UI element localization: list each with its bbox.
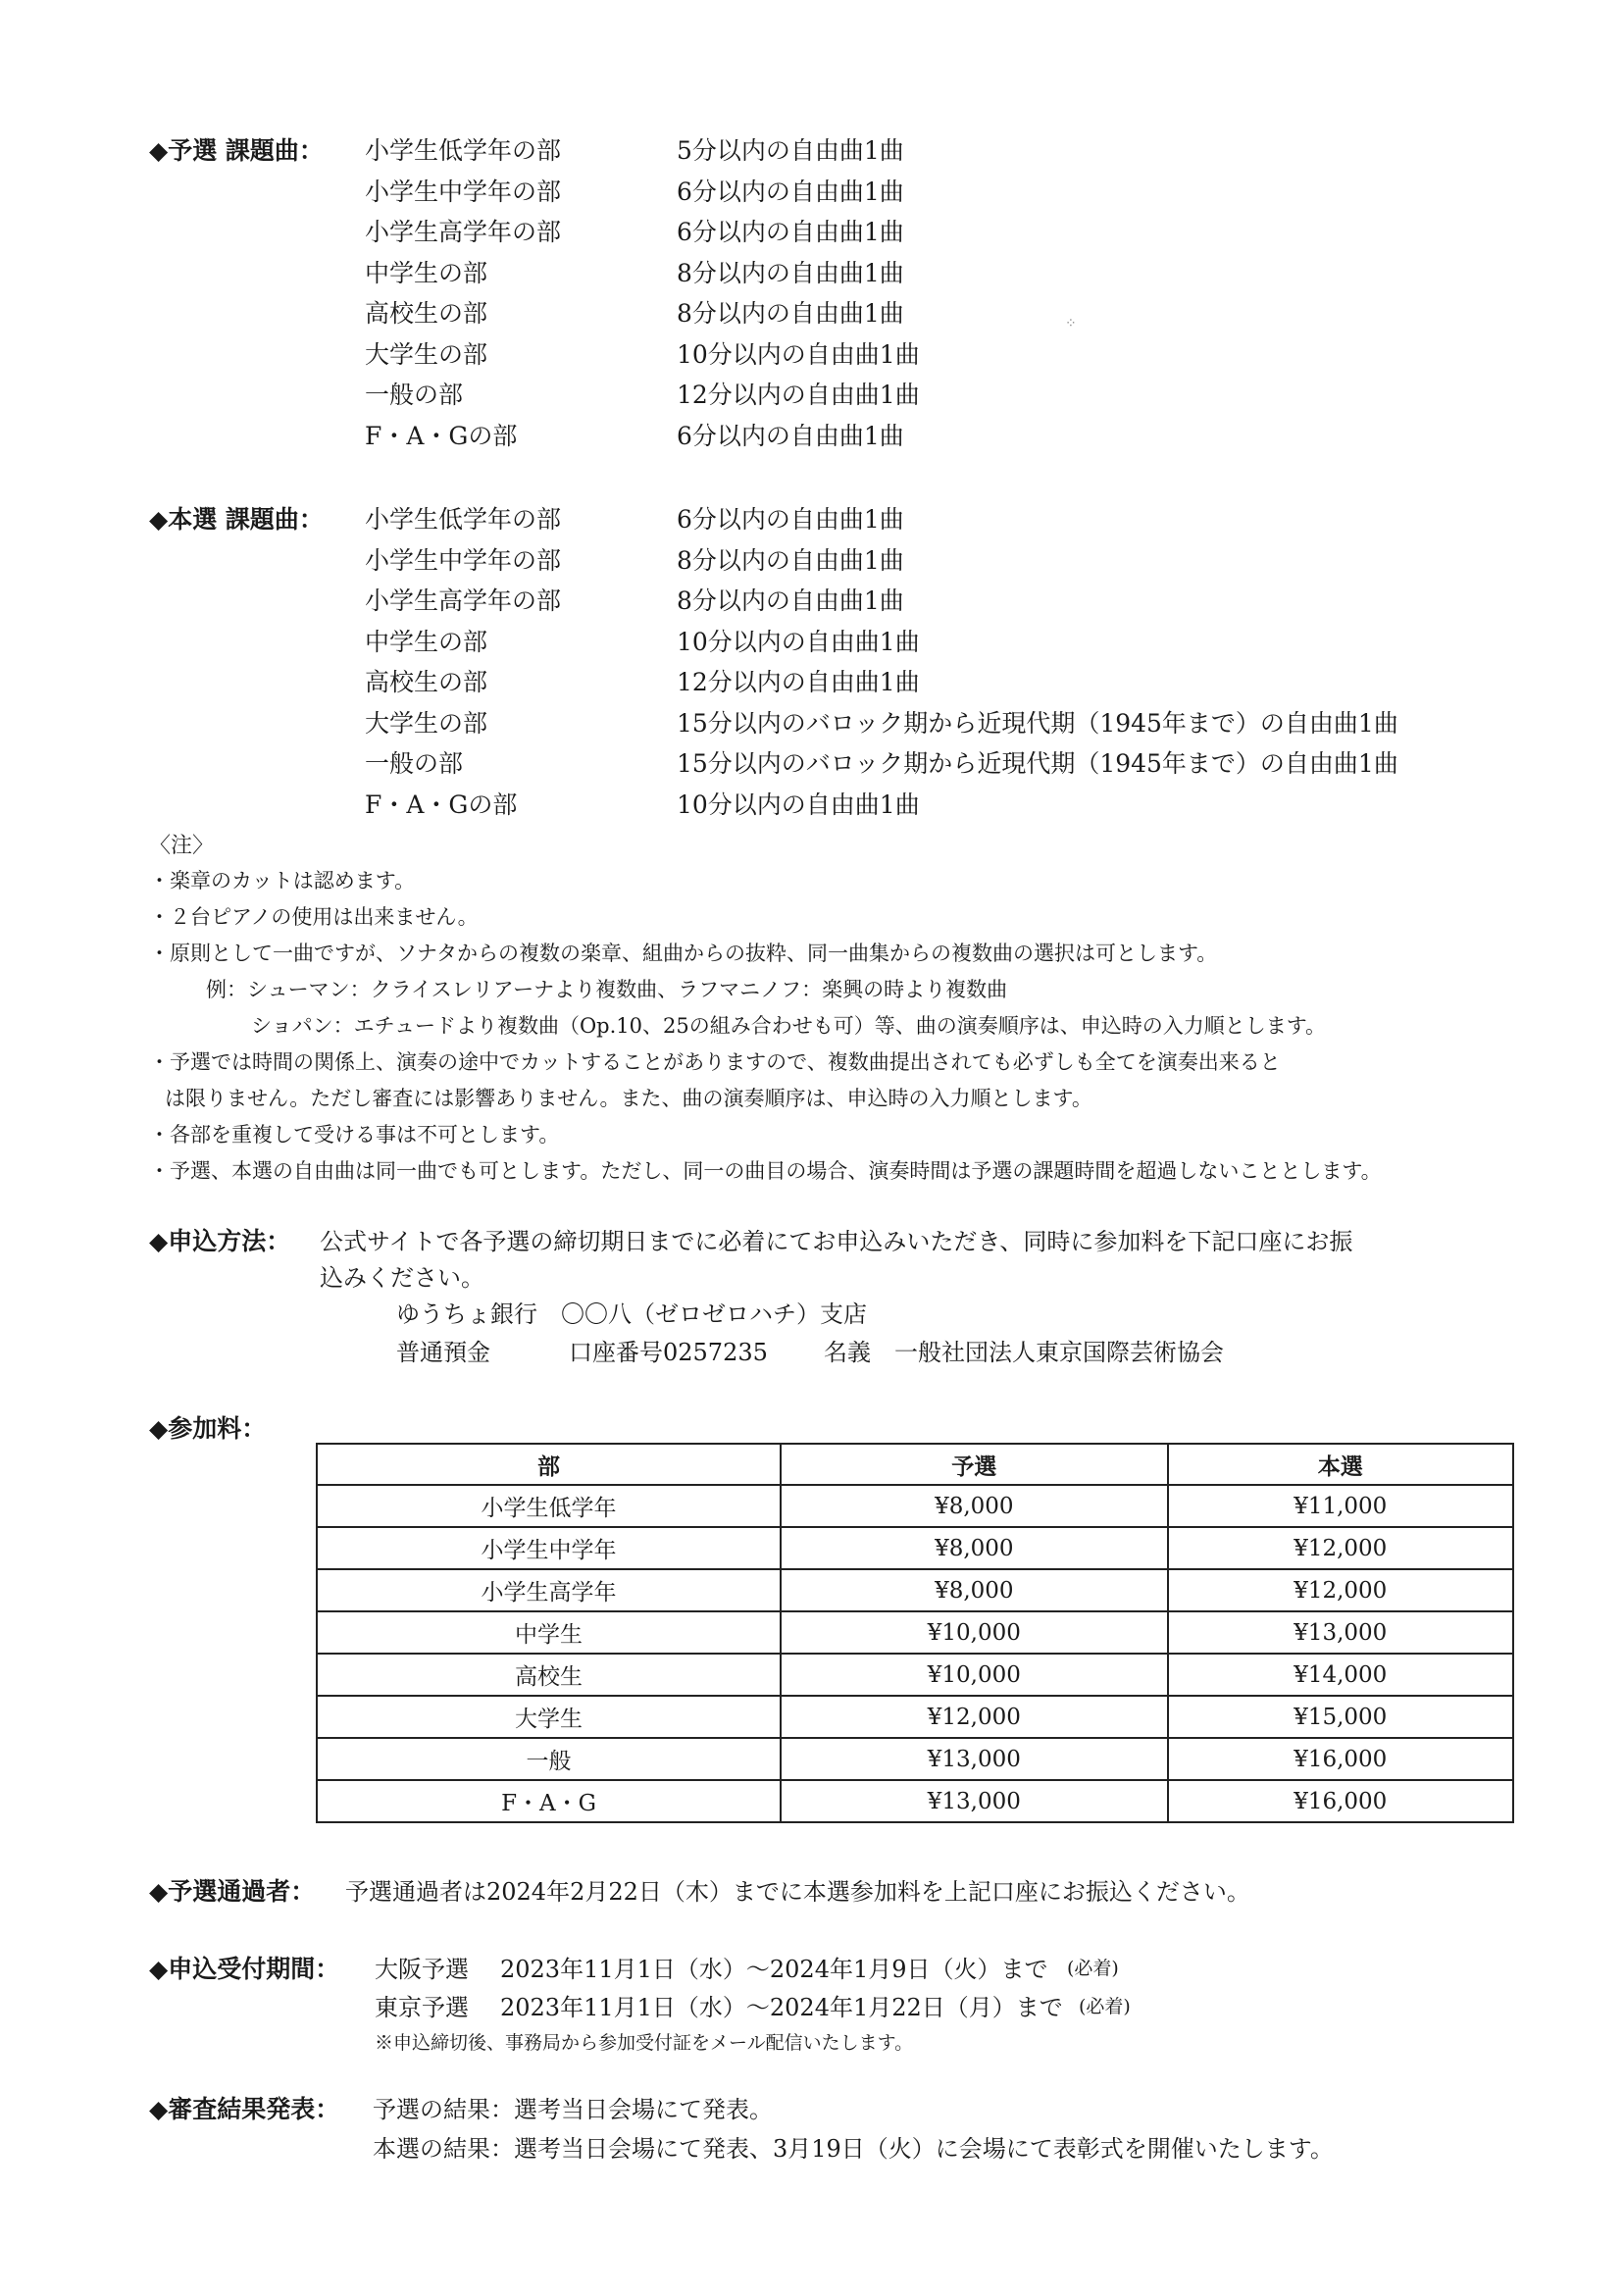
- table-row: [317, 1569, 1513, 1611]
- table-row: [317, 1738, 1513, 1780]
- bank-name: ゆうちょ銀行 〇〇八（ゼロゼロハチ）支店: [396, 1300, 867, 1328]
- scan-speck: ⁘: [1065, 316, 1077, 331]
- tokyo-label: 東京予選: [375, 1994, 469, 2021]
- honsen-piece: 10分以内の自由曲1曲: [677, 790, 920, 819]
- honsen-piece: 6分以内の自由曲1曲: [677, 505, 904, 534]
- fee-cell-division: 一般: [317, 1738, 781, 1780]
- note-line: ・予選、本選の自由曲は同一曲でも可とします。ただし、同一の曲目の場合、演奏時間は予選の課題時間を超過しないこととします。: [149, 1159, 1382, 1183]
- note-line: ・各部を重複して受ける事は不可とします。: [149, 1123, 560, 1147]
- note-line: 例：シューマン：クライスレリアーナより複数曲、ラフマニノフ：楽興の時より複数曲: [206, 978, 1008, 1001]
- period-heading: ◆申込受付期間：: [149, 1955, 340, 1983]
- honsen-piece: 8分以内の自由曲1曲: [677, 545, 904, 575]
- honsen-piece: 10分以内の自由曲1曲: [677, 627, 920, 656]
- yosen-division: 小学生低学年の部: [365, 136, 562, 165]
- honsen-division: 大学生の部: [365, 708, 488, 738]
- fee-header-honsen: 本選: [1168, 1444, 1514, 1485]
- fee-cell-yosen-fee: ¥8,000: [781, 1569, 1167, 1611]
- note-line: ・原則として一曲ですが、ソナタからの複数の楽章、組曲からの抜粋、同一曲集からの複数曲の選択は可とします。: [149, 942, 1218, 965]
- yosen-division: 一般の部: [365, 381, 464, 409]
- fee-header-yosen: 予選: [781, 1444, 1167, 1485]
- apply-line: 込みください。: [320, 1264, 484, 1292]
- osaka-dates: 2023年11月1日（水）～2024年1月9日（火）まで: [500, 1956, 1048, 1983]
- fee-cell-honsen-fee: ¥15,000: [1168, 1696, 1514, 1738]
- fee-cell-division: 高校生: [317, 1654, 781, 1696]
- fee-cell-honsen-fee: ¥16,000: [1168, 1780, 1514, 1822]
- fee-cell-division: 小学生中学年: [317, 1527, 781, 1569]
- osaka-note: (必着): [1067, 1958, 1119, 1979]
- honsen-piece: 15分以内のバロック期から近現代期（1945年まで）の自由曲1曲: [677, 708, 1398, 738]
- period-remark: ※申込締切後、事務局から参加受付証をメール配信いたします。: [375, 2032, 914, 2054]
- note-line: ・楽章のカットは認めます。: [149, 869, 416, 892]
- osaka-label: 大阪予選: [375, 1956, 469, 1983]
- honsen-division: 小学生中学年の部: [365, 545, 562, 575]
- fee-cell-yosen-fee: ¥12,000: [781, 1696, 1167, 1738]
- account-type: 普通預金: [396, 1339, 490, 1366]
- account-number: 口座番号0257235: [569, 1339, 768, 1366]
- honsen-piece: 15分以内のバロック期から近現代期（1945年まで）の自由曲1曲: [677, 749, 1398, 778]
- note-line: ショパン：エチュードより複数曲（Op.10、25の組み合わせも可）等、曲の演奏順序は、申込時の入力順とします。: [251, 1014, 1327, 1038]
- results-honsen: 本選の結果：選考当日会場にて発表、3月19日（火）に会場にて表彰式を開催いたします。: [373, 2135, 1334, 2163]
- yosen-division: 大学生の部: [365, 339, 488, 369]
- fee-cell-honsen-fee: ¥16,000: [1168, 1738, 1514, 1780]
- honsen-piece: 8分以内の自由曲1曲: [677, 586, 904, 615]
- note-line: ・予選では時間の関係上、演奏の途中でカットすることがありますので、複数曲提出されても必ずしも全てを演奏出来ると: [149, 1050, 1281, 1074]
- fee-cell-division: F・A・G: [317, 1780, 781, 1822]
- honsen-piece: 12分以内の自由曲1曲: [677, 668, 920, 696]
- fee-table: [316, 1443, 1514, 1823]
- yosen-piece: 6分以内の自由曲1曲: [677, 177, 904, 206]
- yosen-piece: 8分以内の自由曲1曲: [677, 299, 904, 328]
- yosen-piece: 8分以内の自由曲1曲: [677, 258, 904, 287]
- note-line: ・２台ピアノの使用は出来ません。: [149, 905, 479, 929]
- yosen-piece: 10分以内の自由曲1曲: [677, 339, 920, 369]
- fee-cell-yosen-fee: ¥13,000: [781, 1738, 1167, 1780]
- fee-cell-yosen-fee: ¥8,000: [781, 1527, 1167, 1569]
- honsen-division: 小学生高学年の部: [365, 586, 562, 615]
- notes-heading: 〈注〉: [149, 834, 215, 858]
- note-line: は限りません。ただし審査には影響ありません。また、曲の演奏順序は、申込時の入力順とします。: [165, 1087, 1092, 1110]
- fee-cell-yosen-fee: ¥13,000: [781, 1780, 1167, 1822]
- fee-cell-honsen-fee: ¥14,000: [1168, 1654, 1514, 1696]
- yosen-division: 小学生高学年の部: [365, 218, 562, 246]
- fee-table-header: [317, 1444, 1513, 1485]
- apply-line: 公式サイトで各予選の締切期日までに必着にてお申込みいただき、同時に参加料を下記口座にお振: [320, 1228, 1353, 1255]
- results-yosen: 予選の結果：選考当日会場にて発表。: [373, 2096, 773, 2123]
- honsen-division: 小学生低学年の部: [365, 505, 562, 534]
- yosen-piece: 6分以内の自由曲1曲: [677, 218, 904, 246]
- table-row: [317, 1696, 1513, 1738]
- fee-heading: ◆参加料：: [149, 1414, 267, 1443]
- table-row: [317, 1611, 1513, 1654]
- fee-cell-division: 小学生低学年: [317, 1485, 781, 1527]
- yosen-piece: 12分以内の自由曲1曲: [677, 381, 920, 409]
- yosen-division: 高校生の部: [365, 299, 488, 328]
- pass-text: 予選通過者は2024年2月22日（木）までに本選参加料を上記口座にお振込ください。: [345, 1878, 1250, 1906]
- fee-cell-yosen-fee: ¥10,000: [781, 1654, 1167, 1696]
- honsen-division: 一般の部: [365, 749, 464, 778]
- table-row: [317, 1485, 1513, 1527]
- honsen-division: 中学生の部: [365, 627, 488, 656]
- table-row: [317, 1654, 1513, 1696]
- yosen-piece: 5分以内の自由曲1曲: [677, 136, 904, 165]
- yosen-division: F・A・Gの部: [365, 421, 518, 450]
- fee-header-division: 部: [317, 1444, 781, 1485]
- honsen-division: F・A・Gの部: [365, 790, 518, 819]
- fee-cell-honsen-fee: ¥13,000: [1168, 1611, 1514, 1654]
- table-row: [317, 1780, 1513, 1822]
- fee-cell-yosen-fee: ¥8,000: [781, 1485, 1167, 1527]
- fee-cell-division: 大学生: [317, 1696, 781, 1738]
- account-holder: 名義 一般社団法人東京国際芸術協会: [824, 1339, 1224, 1366]
- pass-heading: ◆予選通過者：: [149, 1877, 316, 1906]
- fee-cell-yosen-fee: ¥10,000: [781, 1611, 1167, 1654]
- fee-cell-honsen-fee: ¥11,000: [1168, 1485, 1514, 1527]
- honsen-division: 高校生の部: [365, 668, 488, 696]
- fee-cell-honsen-fee: ¥12,000: [1168, 1527, 1514, 1569]
- apply-heading: ◆申込方法：: [149, 1227, 291, 1255]
- tokyo-note: (必着): [1079, 1996, 1131, 2017]
- results-heading: ◆審査結果発表：: [149, 2095, 340, 2123]
- yosen-division: 中学生の部: [365, 258, 488, 287]
- yosen-division: 小学生中学年の部: [365, 177, 562, 206]
- fee-cell-division: 小学生高学年: [317, 1569, 781, 1611]
- tokyo-dates: 2023年11月1日（水）～2024年1月22日（月）まで: [500, 1994, 1063, 2021]
- table-row: [317, 1527, 1513, 1569]
- yosen-heading: ◆予選 課題曲：: [149, 136, 324, 165]
- yosen-piece: 6分以内の自由曲1曲: [677, 421, 904, 450]
- fee-cell-division: 中学生: [317, 1611, 781, 1654]
- fee-cell-honsen-fee: ¥12,000: [1168, 1569, 1514, 1611]
- honsen-heading: ◆本選 課題曲：: [149, 505, 324, 534]
